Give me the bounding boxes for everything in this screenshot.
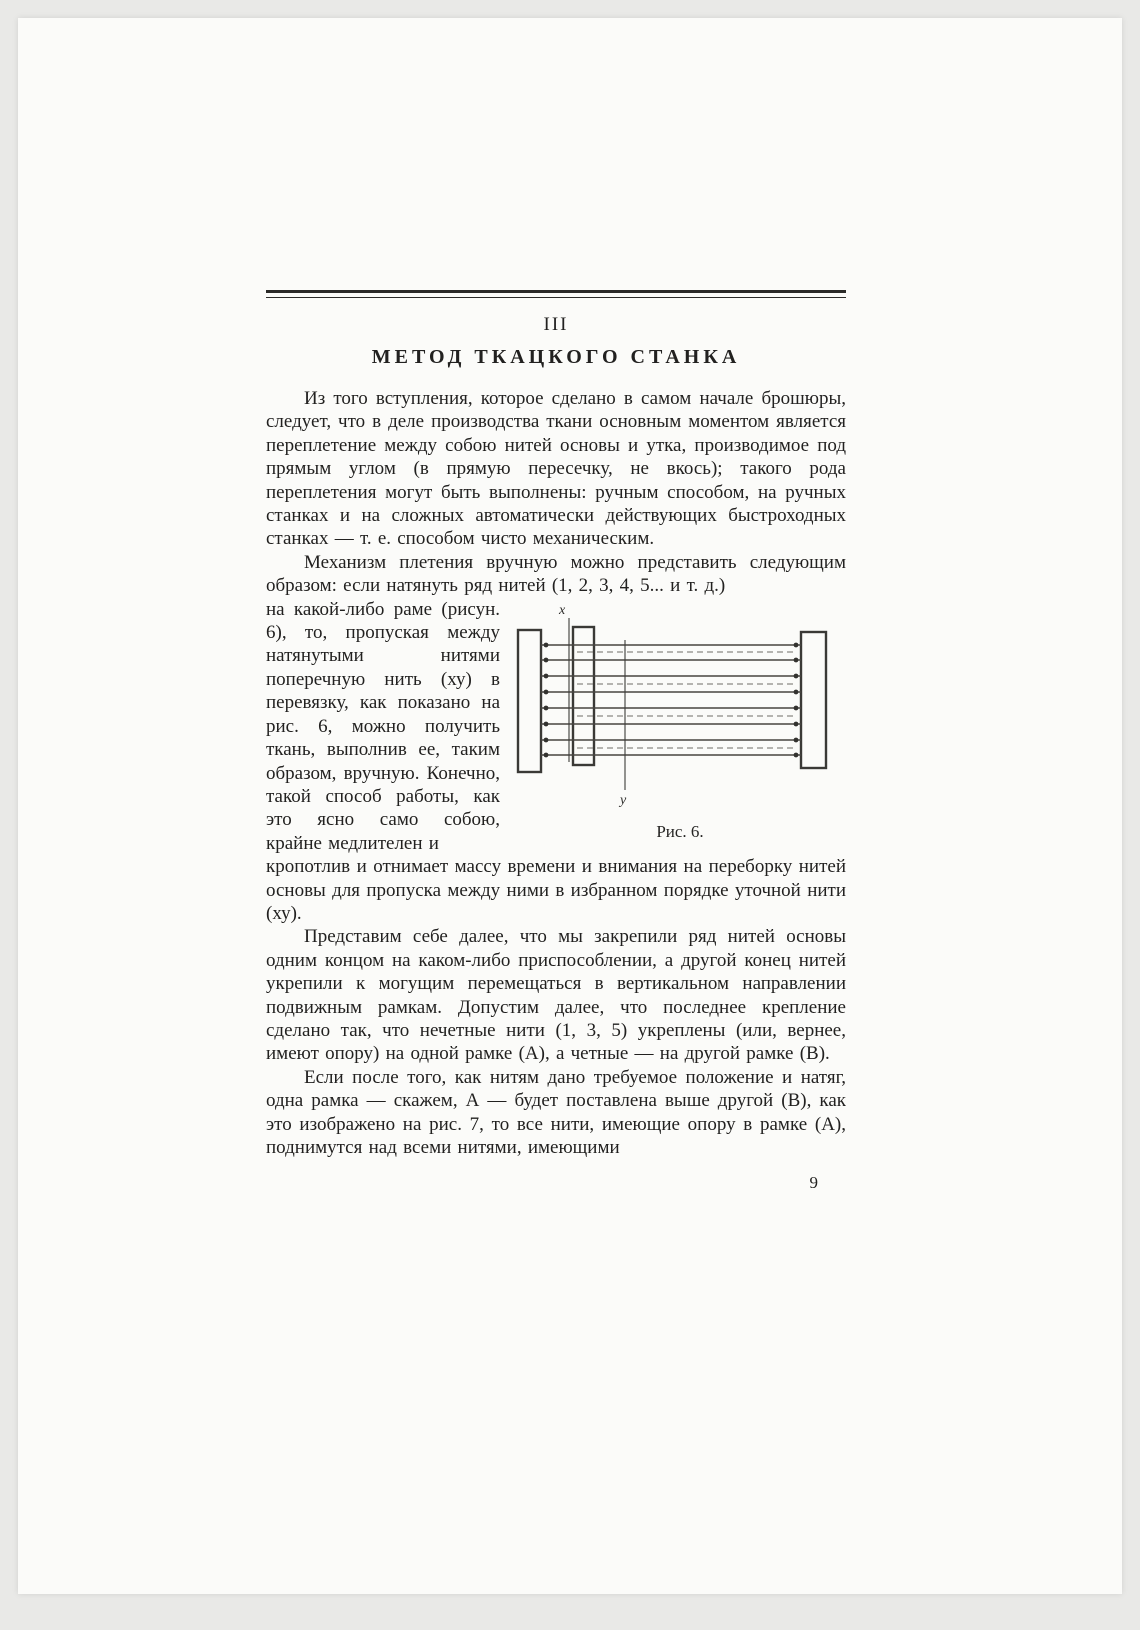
paragraph-4: Если после того, как нитям дано требуемое положение и натяг, одна рамка — скажем, А — будет поставлена выше другой (В), как это изображено на рис. 7, то все нити, имеющие опору в рамке (А), поднимутся над всеми нитями, имеющими [266,1066,846,1158]
paragraph-2-after: кропотлив и отнимает массу времени и внимания на переборку нитей основы для пропуска между ними в избранном порядке уточной нити (ху). [266,856,846,924]
text-block [266,290,846,1193]
right-frame-bar [801,632,826,768]
figure-6 [514,600,846,842]
paragraph-1: Из того вступления, которое сделано в самом начале брошюры, следует, что в деле производства ткани основным моментом является переплетение между собою нитей основы и утка, производимое под прямым углом (в прямую пересечку, не вкось); такого рода переплетения могут быть выполнены: ручным способом, на ручных станках и на сложных автоматически действующих быстроходных станках — т. е. способом чисто механическим. [266,388,846,550]
figure-label-x: x [559,602,566,618]
left-frame-bar [518,630,541,772]
warp-threads [541,645,801,755]
middle-frame-bar [573,627,594,765]
chapter-divider-rule [266,290,846,298]
scanned-book-page [18,18,1122,1594]
paragraph-2-wrap: на какой-либо раме (рисун. 6), то, пропуская между натянутыми нитями поперечную нить (ху) в перевязку, как показано на рис. 6, можно получить ткань, выполнив ее, таким образом, вручную. Конечно, такой способ работы, как это ясно само собою, крайне медлителен и [266,598,500,854]
weft-thread-weave [577,652,793,748]
figure-6-drawing [515,600,845,808]
page-number: 9 [809,1173,818,1193]
paragraph-2-region [266,551,846,926]
figure-label-y: y [620,792,627,808]
chapter-numeral: III [543,314,569,335]
page-title: МЕТОД ТКАЦКОГО СТАНКА [371,346,741,368]
paragraph-2-intro: Механизм плетения вручную можно представить следующим образом: если натянуть ряд нитей (1, 2, 3, 4, 5... и т. д.) [266,551,846,597]
figure-6-caption: Рис. 6. [656,821,704,841]
paragraph-3: Представим себе далее, что мы закрепили ряд нитей основы одним концом на каком-либо приспособлении, а другой конец нитей укрепили к могущим перемещаться в вертикальном направлении подвижным рамкам. Допустим далее, что последнее крепление сделано так, что нечетные нити (1, 3, 5) укреплены (или, вернее, имеют опору) на одной рамке (А), а четные — на другой рамке (В). [266,926,846,1065]
